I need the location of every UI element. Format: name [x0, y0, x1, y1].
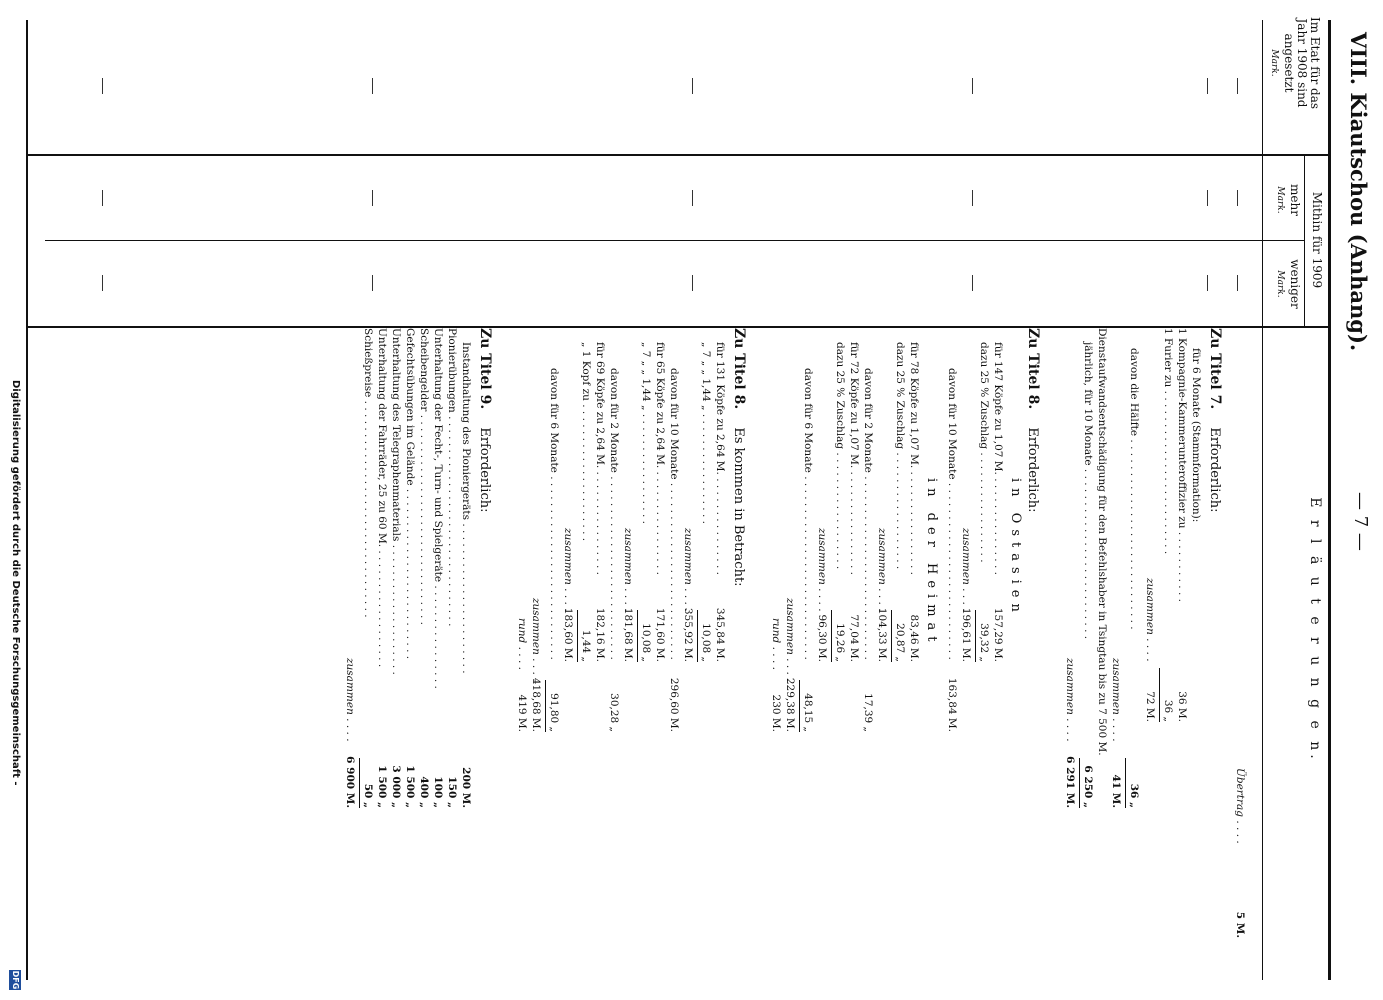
titel-9-line-7b: „ 7 „ „ 1,44 „ . . . . . . . . . . . . . . . . . 10,08 „	[640, 342, 652, 662]
weniger-dash	[972, 275, 973, 291]
mehr-dash	[692, 190, 693, 206]
section-title: VIII. Kiautschou (Anhang).	[1346, 32, 1371, 352]
titel-9-line-1: „ 1 Kopf zu . . . . . . . . . . . . . . . . . . . . . 1,44 „	[580, 342, 592, 662]
top-rule	[1328, 20, 1331, 980]
mehr-dash	[1237, 190, 1238, 206]
etat-dash	[102, 78, 103, 94]
bottom-rule	[26, 20, 28, 980]
titel-10-zusammen: zusammen . . . . 6 900 M.	[344, 658, 356, 808]
sum-rule	[975, 610, 976, 662]
column-weniger-header: weniger Mark.	[1275, 259, 1302, 309]
titel-7-line-1: für 6 Monate (Stammformation):	[1190, 348, 1202, 523]
titel-8-davon-10: davon für 10 Monate . . . . . . . . . . . . . . . . . . . . . . . . . . . 163,84 M.	[946, 368, 958, 732]
weniger-dash	[372, 275, 373, 291]
titel-9-zusammen-d: zusammen . . . . 418,68 M.	[530, 598, 542, 732]
titel-10-item: Pionierübungen . . . . . . . . . . . . . . . . . . . . . . . . . . . . . . . . 150 „	[446, 328, 458, 808]
titel-9-davon-2: davon für 2 Monate . . . . . . . . . . . . . . . . . . . . . . . . . . . . 30,28 „	[608, 368, 620, 732]
titel-7-zusammen-3: zusammen . . . . 6 291 M.	[1064, 658, 1076, 808]
sum-rule	[359, 758, 360, 808]
vertical-rule-etat	[28, 154, 1328, 156]
uebertrag-row: Übertrag . . . . 5 M.	[1234, 768, 1246, 938]
titel-8-line-72-zuschlag: dazu 25 % Zuschlag . . . . . . . . . . . . . . . . . . 19,26 „	[834, 342, 846, 662]
weniger-dash	[692, 275, 693, 291]
titel-8-zusammen-c: zusammen . . . . 96,30 M.	[816, 528, 828, 662]
sum-rule	[697, 610, 698, 662]
titel-9-heading: Zu Titel 8. Es kommen in Betracht:	[731, 328, 747, 587]
column-mehr-header: mehr Mark.	[1275, 184, 1302, 216]
mehr-dash	[972, 190, 973, 206]
sum-rule	[891, 610, 892, 662]
titel-7-line-3: 1 Furier zu . . . . . . . . . . . . . . . . . . . . . . . . . 36 „	[1162, 328, 1174, 722]
titel-8-line-72: für 72 Köpfe zu 1,07 M. . . . . . . . . . . . . . . . . 77,04 M.	[848, 342, 860, 662]
titel-8-davon-6: davon für 6 Monate . . . . . . . . . . . . . . . . . . . . . . . . . . . . 48,15 „	[802, 368, 814, 732]
titel-7-line-2: 1 Kompagnie-Kammerunteroffizier zu . . . . . . . . . . . 36 M.	[1176, 328, 1188, 722]
titel-7-dienst-1: Dienstaufwandsentschädigung für den Befehlshaber in Tsingtau bis zu 7 500 M.	[1096, 328, 1108, 756]
titel-10-item: Unterhaltung der Fahrräder, 25 zu 60 M. . . . . . . . . . . . . . . . . . . 1 500 „	[376, 328, 388, 808]
sum-rule	[577, 610, 578, 662]
mehr-dash	[372, 190, 373, 206]
titel-8-zusammen-b: zusammen . . . . 104,33 M.	[876, 528, 888, 662]
titel-10-item: Unterhaltung der Fecht-, Turn- und Spielgeräte . . . . . . . . . . . . . . . . 100 „	[432, 328, 444, 808]
titel-9-line-7: „ 7 „ „ 1,44 „ . . . . . . . . . . . . . . . . . 10,08 „	[700, 342, 712, 662]
vertical-rule-mehr	[45, 240, 1305, 241]
titel-9-davon-10: davon für 10 Monate . . . . . . . . . . . . . . . . . . . . . . . . . . . 296,60 M.	[668, 368, 680, 732]
subheading-heimat: in der Heimat	[924, 478, 939, 648]
mehr-dash	[102, 190, 103, 206]
titel-8-line-78: für 78 Köpfe zu 1,07 M. . . . . . . . . . . . . . . . . 83,46 M.	[908, 342, 920, 662]
titel-7-dienst-2: jährlich, für 10 Monate . . . . . . . . . . . . . . . . . . . . . . . . . . 6 250 „	[1082, 342, 1094, 808]
titel-9-line-69: für 69 Köpfe zu 2,64 M. . . . . . . . . . . . . . . . . 182,16 M.	[594, 342, 606, 662]
etat-dash	[1237, 78, 1238, 94]
etat-dash	[1207, 78, 1208, 94]
column-mithin-header: Mithin für 1909	[1310, 191, 1324, 289]
titel-8-line-78-zuschlag: dazu 25 % Zuschlag . . . . . . . . . . . . . . . . . . 20,87 „	[894, 342, 906, 662]
sum-rule	[1125, 758, 1126, 808]
erlaeuterungen-body	[5, 328, 1285, 948]
mehr-dash	[1207, 190, 1208, 206]
page-header	[1335, 32, 1371, 972]
digitization-footer	[3, 0, 21, 1000]
titel-10-item: Instandhaltung des Pioniergeräts . . . . . . . . . . . . . . . . . . . . . . . 200 M.	[460, 342, 472, 808]
dfg-logo: DFG	[11, 970, 20, 990]
titel-9-zusammen-a: zusammen . . . . 355,92 M.	[682, 528, 694, 662]
titel-10-item: Scheibengelder . . . . . . . . . . . . . . . . . . . . . . . . . . . . . . . . 400 „	[418, 328, 430, 808]
page-number: — 7 —	[1350, 492, 1371, 551]
titel-8-davon-2: davon für 2 Monate . . . . . . . . . . . . . . . . . . . . . . . . . . . . 17,39 „	[862, 368, 874, 732]
titel-8-zusammen-a: zusammen . . . . 196,61 M.	[960, 528, 972, 662]
etat-dash	[372, 78, 373, 94]
etat-dash	[692, 78, 693, 94]
titel-9-zusammen-c: zusammen . . . . 183,60 M.	[562, 528, 574, 662]
titel-9-davon-6: davon für 6 Monate . . . . . . . . . . . . . . . . . . . . . . . . . . . . 91,80 „	[548, 368, 560, 732]
column-erlaeuterungen-header: E r l ä u t e r u n g e n.	[1307, 497, 1323, 763]
titel-10-item: Unterhaltung des Telegraphenmaterials . . . . . . . . . . . . . . . . . . . . 3 000 „	[390, 328, 402, 808]
titel-10-heading: Zu Titel 9. Erforderlich:	[477, 328, 493, 513]
titel-7-zusammen-2: zusammen . . . . 41 M.	[1110, 658, 1122, 808]
weniger-dash	[1237, 275, 1238, 291]
titel-9-line-131: für 131 Köpfe zu 2,64 M. . . . . . . . . . . . . . . . 345,84 M.	[714, 342, 726, 662]
titel-9-rund-d: rund . . . . 419 M.	[516, 618, 528, 732]
titel-8-line-147-zuschlag: dazu 25 % Zuschlag . . . . . . . . . . . . . . . . . 39,32 „	[978, 342, 990, 662]
titel-9-line-65: für 65 Köpfe zu 2,64 M. . . . . . . . . . . . . . . . . 171,60 M.	[654, 342, 666, 662]
titel-8-line-147: für 147 Köpfe zu 1,07 M. . . . . . . . . . . . . . . . 157,29 M.	[992, 342, 1004, 662]
sum-rule	[637, 610, 638, 662]
titel-9-zusammen-b: zusammen . . . . 181,68 M.	[622, 528, 634, 662]
titel-7-zusammen-1: zusammen . . . . 72 M.	[1144, 578, 1156, 722]
weniger-dash	[102, 275, 103, 291]
titel-7-heading: Zu Titel 7. Erforderlich:	[1207, 328, 1223, 513]
titel-10-item: Gefechtsübungen im Gelände . . . . . . . . . . . . . . . . . . . . . . . . . . 1 500 „	[404, 328, 416, 808]
sum-rule	[545, 680, 546, 732]
titel-10-item: Schießpreise . . . . . . . . . . . . . . . . . . . . . . . . . . . . . . . . . 50 „	[362, 328, 374, 808]
sum-rule	[1079, 758, 1080, 808]
sum-rule	[831, 610, 832, 662]
weniger-dash	[1207, 275, 1208, 291]
sum-rule	[799, 680, 800, 732]
etat-dash	[972, 78, 973, 94]
titel-8-heading: Zu Titel 8. Erforderlich:	[1025, 328, 1041, 513]
subheading-ostasien: in Ostasien	[1008, 478, 1023, 618]
titel-8-zusammen-d: zusammen . . . . 229,38 M.	[784, 598, 796, 732]
titel-8-rund-d: rund . . . . 230 M.	[770, 618, 782, 732]
mithin-underline	[1304, 156, 1305, 326]
sum-rule	[1159, 668, 1160, 722]
titel-7-haelfte: davon die Hälfte . . . . . . . . . . . . . . . . . . . . . . . . . . . . . 36 „	[1128, 348, 1140, 808]
column-etat-header: Im Etat für das Jahr 1908 sind angesetzt Mark.	[1269, 16, 1322, 110]
footer-text: Digitalisierung gefördert durch die Deutsche Forschungsgemeinschaft -	[10, 380, 21, 786]
